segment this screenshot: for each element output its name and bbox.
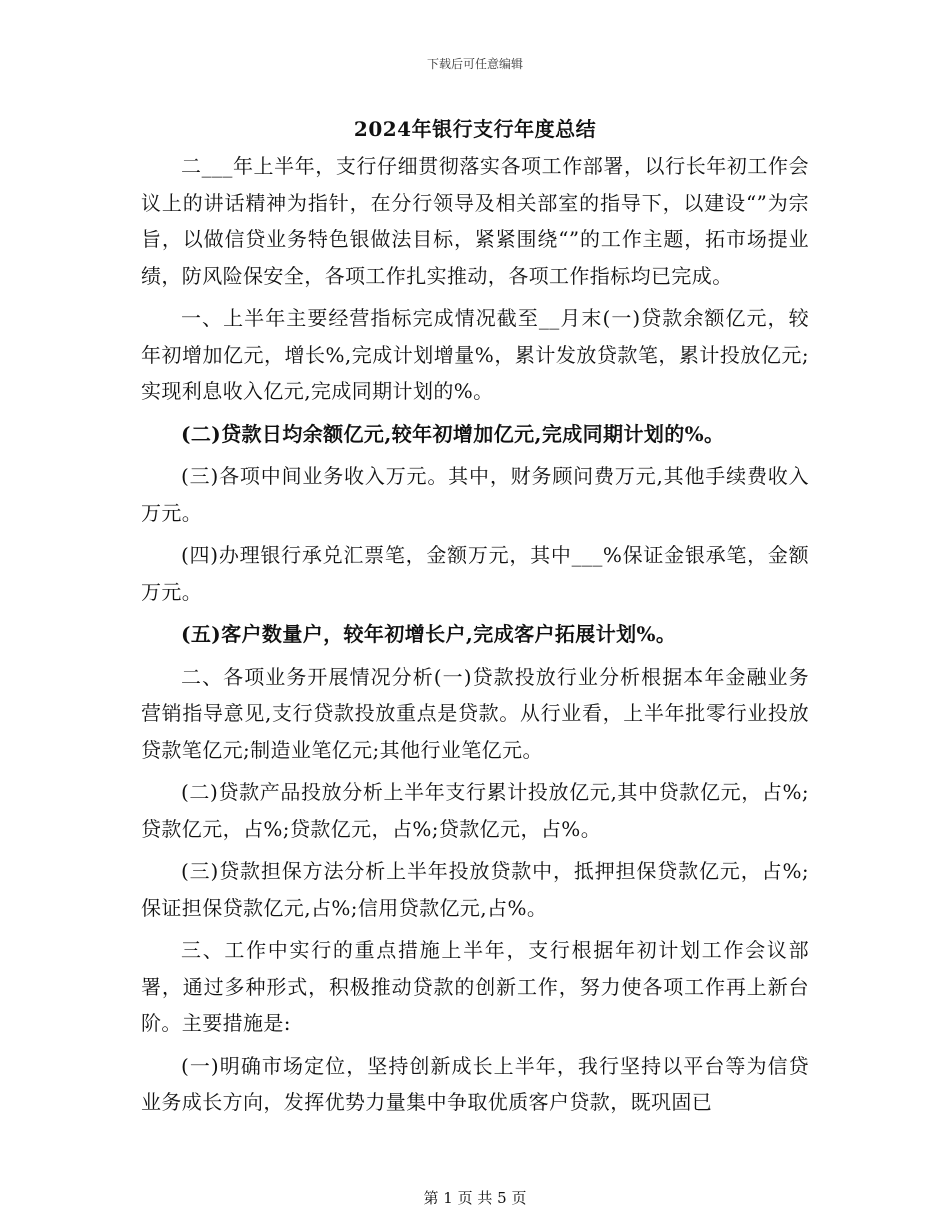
paragraph-section-2: 二、各项业务开展情况分析(一)贷款投放行业分析根据本年金融业务营销指导意见,支行贷款投放重点是贷款。从行业看，上半年批零行业投放贷款笔亿元;制造业笔亿元;其他行业笔亿元。: [141, 664, 809, 762]
paragraph-section-2-item-2: (二)贷款产品投放分析上半年支行累计投放亿元,其中贷款亿元，占%;贷款亿元，占%;贷款亿元，占%;贷款亿元，占%。: [141, 780, 809, 841]
paragraph-section-3: 三、工作中实行的重点措施上半年，支行根据年初计划工作会议部署，通过多种形式，积极推动贷款的创新工作，努力使各项工作再上新台阶。主要措施是:: [141, 938, 809, 1035]
page-header-note: 下载后可任意编辑: [426, 57, 523, 71]
document-title: 2024年银行支行年度总结: [353, 117, 597, 141]
paragraph-item-4: (四)办理银行承兑汇票笔，金额万元，其中___%保证金银承笔，金额万元。: [141, 543, 809, 604]
paragraph-intro: 二___年上半年，支行仔细贯彻落实各项工作部署，以行长年初工作会议上的讲话精神为指针，在分行领导及相关部室的指导下，以建设“”为宗旨，以做信贷业务特色银做法目标，紧紧围绕“”的工作主题，拓市场提业绩，防风险保安全，各项工作扎实推动，各项工作指标均已完成。: [141, 154, 809, 288]
paragraph-section-1: 一、上半年主要经营指标完成情况截至__月末(一)贷款余额亿元，较年初增加亿元，增长%,完成计划增量%，累计发放贷款笔，累计投放亿元;实现利息收入亿元,完成同期计划的%。: [141, 306, 809, 403]
paragraph-section-2-item-3: (三)贷款担保方法分析上半年投放贷款中，抵押担保贷款亿元，占%;保证担保贷款亿元,占%;信用贷款亿元,占%。: [141, 859, 809, 920]
page-number-footer: 第 1 页 共 5 页: [423, 1189, 527, 1207]
paragraph-item-5: (五)客户数量户，较年初增长户,完成客户拓展计划%。: [181, 622, 677, 646]
paragraph-item-3: (三)各项中间业务收入万元。其中，财务顾问费万元,其他手续费收入万元。: [141, 464, 809, 525]
document-body: [141, 112, 809, 1127]
paragraph-section-3-item-1: (一)明确市场定位，坚持创新成长上半年，我行坚持以平台等为信贷业务成长方向，发挥优势力量集中争取优质客户贷款，既巩固已: [141, 1053, 809, 1114]
paragraph-item-2: (二)贷款日均余额亿元,较年初增加亿元,完成同期计划的%。: [181, 421, 725, 446]
